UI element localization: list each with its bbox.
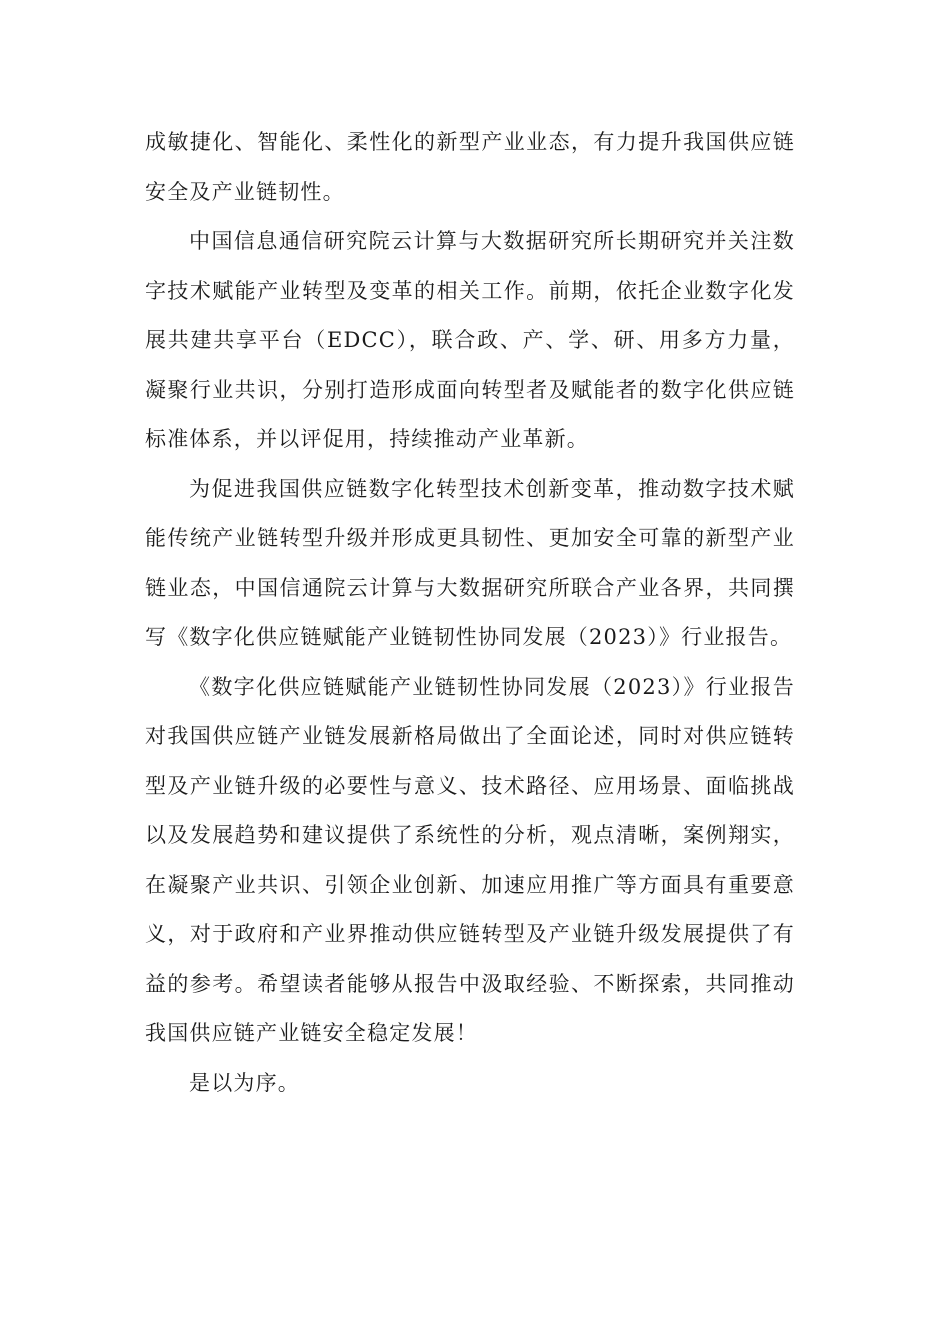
paragraph-5: 是以为序。 xyxy=(189,1070,300,1095)
paragraph-1: 成敏捷化、智能化、柔性化的新型产业业态，有力提升我国供应链安全及产业链韧性。 xyxy=(145,130,795,204)
paragraph-3: 为促进我国供应链数字化转型技术创新变革，推动数字技术赋能传统产业链转型升级并形成更具韧性、更加安全可靠的新型产业链业态，中国信通院云计算与大数据研究所联合产业各界，共同撰写《数字化供应链赋能产业链韧性协同发展（2023）》行业报告。 xyxy=(145,476,795,649)
document-body xyxy=(145,118,795,1108)
paragraph-4: 《数字化供应链赋能产业链韧性协同发展（2023）》行业报告对我国供应链产业链发展新格局做出了全面论述，同时对供应链转型及产业链升级的必要性与意义、技术路径、应用场景、面临挑战以及发展趋势和建议提供了系统性的分析，观点清晰，案例翔实，在凝聚产业共识、引领企业创新、加速应用推广等方面具有重要意义，对于政府和产业界推动供应链转型及产业链升级发展提供了有益的参考。希望读者能够从报告中汲取经验、不断探索，共同推动我国供应链产业链安全稳定发展！ xyxy=(145,674,795,1045)
paragraph-2: 中国信息通信研究院云计算与大数据研究所长期研究并关注数字技术赋能产业转型及变革的相关工作。前期，依托企业数字化发展共建共享平台（EDCC），联合政、产、学、研、用多方力量，凝聚行业共识，分别打造形成面向转型者及赋能者的数字化供应链标准体系，并以评促用，持续推动产业革新。 xyxy=(145,229,795,451)
